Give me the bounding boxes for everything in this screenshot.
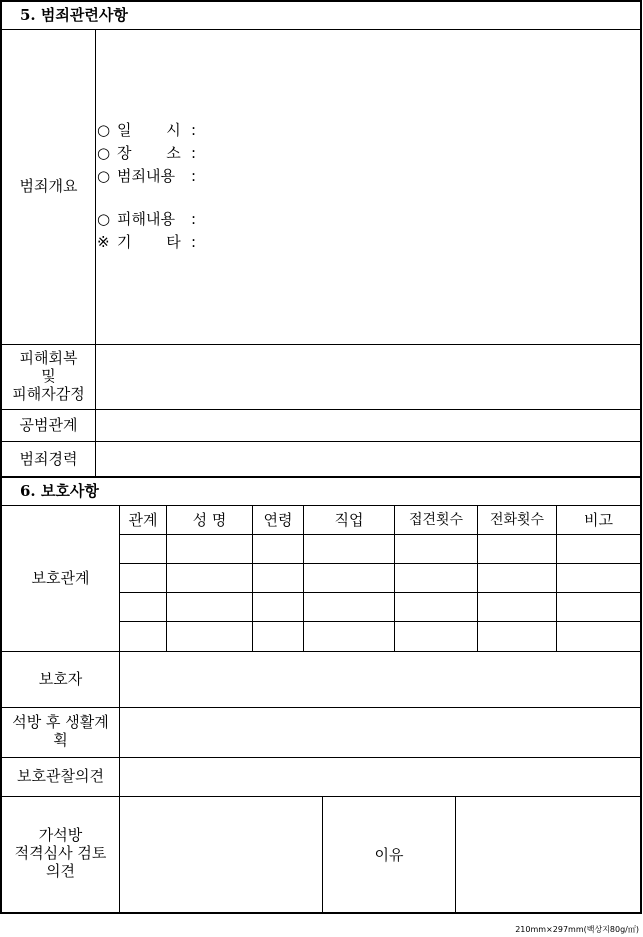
release-plan-label [2,713,119,749]
probation-opinion-label: 보호관찰의견 [17,767,104,785]
summary-item-damage [97,210,196,228]
item-colon: : [191,121,197,139]
item-colon: : [191,233,197,251]
rule [0,29,642,30]
circle-icon: ○ [97,121,111,139]
circle-icon: ○ [97,144,111,162]
circle-icon: ○ [97,210,111,228]
row-divider [119,534,642,535]
col-header-age: 연령 [263,511,293,529]
review-opinion-label [2,826,119,880]
rule [0,344,642,345]
row-divider [119,592,642,593]
recovery-label-line: 및 [41,367,56,385]
frame-top [0,0,642,2]
summary-item-other [97,233,196,251]
summary-item-offense [97,167,196,185]
rule [0,757,642,758]
reference-mark-icon: ※ [97,233,110,251]
release-plan-label-line: 획 [53,731,68,749]
col-header-remarks: 비고 [584,511,613,529]
rule [0,505,642,506]
item-colon: : [191,144,197,162]
release-plan-label-line: 석방 후 생활계 [12,713,109,731]
col-header-occupation: 직업 [334,511,364,529]
item-label: 범죄내용 [117,167,175,185]
accomplice-label: 공범관계 [19,416,78,434]
col-header-name: 성 명 [192,511,227,529]
guardian-label: 보호자 [38,670,83,688]
row-divider [119,563,642,564]
crime-summary-label: 범죄개요 [19,177,78,195]
section-divider [0,476,642,478]
item-label: 장 소 [117,144,181,162]
rule [0,796,642,797]
review-opinion-label-line: 의견 [46,862,75,880]
reason-label: 이유 [374,846,404,864]
item-label: 일 시 [117,121,181,139]
summary-item-place [97,144,196,162]
rule [0,441,642,442]
item-colon: : [191,210,197,228]
rule [0,707,642,708]
item-colon: : [191,167,197,185]
summary-item-datetime [97,121,196,139]
item-label: 피해내용 [117,210,175,228]
circle-icon: ○ [97,167,111,185]
frame-bottom [0,912,642,914]
recovery-label-line: 피해자감정 [12,385,85,403]
review-opinion-label-line: 적격심사 검토 [14,844,107,862]
item-label: 기 타 [117,233,181,251]
relations-label: 보호관계 [31,569,90,587]
col-header-visits: 접견횟수 [408,512,464,528]
row-divider [119,621,642,622]
rule [0,651,642,652]
rule [0,409,642,410]
recovery-label-line: 피해회복 [19,349,78,367]
criminal-record-label: 범죄경력 [19,450,78,468]
section6-title: 6. 보호사항 [20,482,99,500]
recovery-label [2,349,95,403]
col-header-relation: 관계 [128,511,158,529]
review-opinion-label-line: 가석방 [38,826,83,844]
col-divider [455,796,456,913]
frame-right [640,0,642,914]
section5-title: 5. 범죄관련사항 [20,6,128,24]
label-column-divider [119,505,120,913]
paper-spec-footer: 210mm×297mm(백상지80g/㎡) [515,925,639,934]
col-header-calls: 전화횟수 [489,512,545,528]
